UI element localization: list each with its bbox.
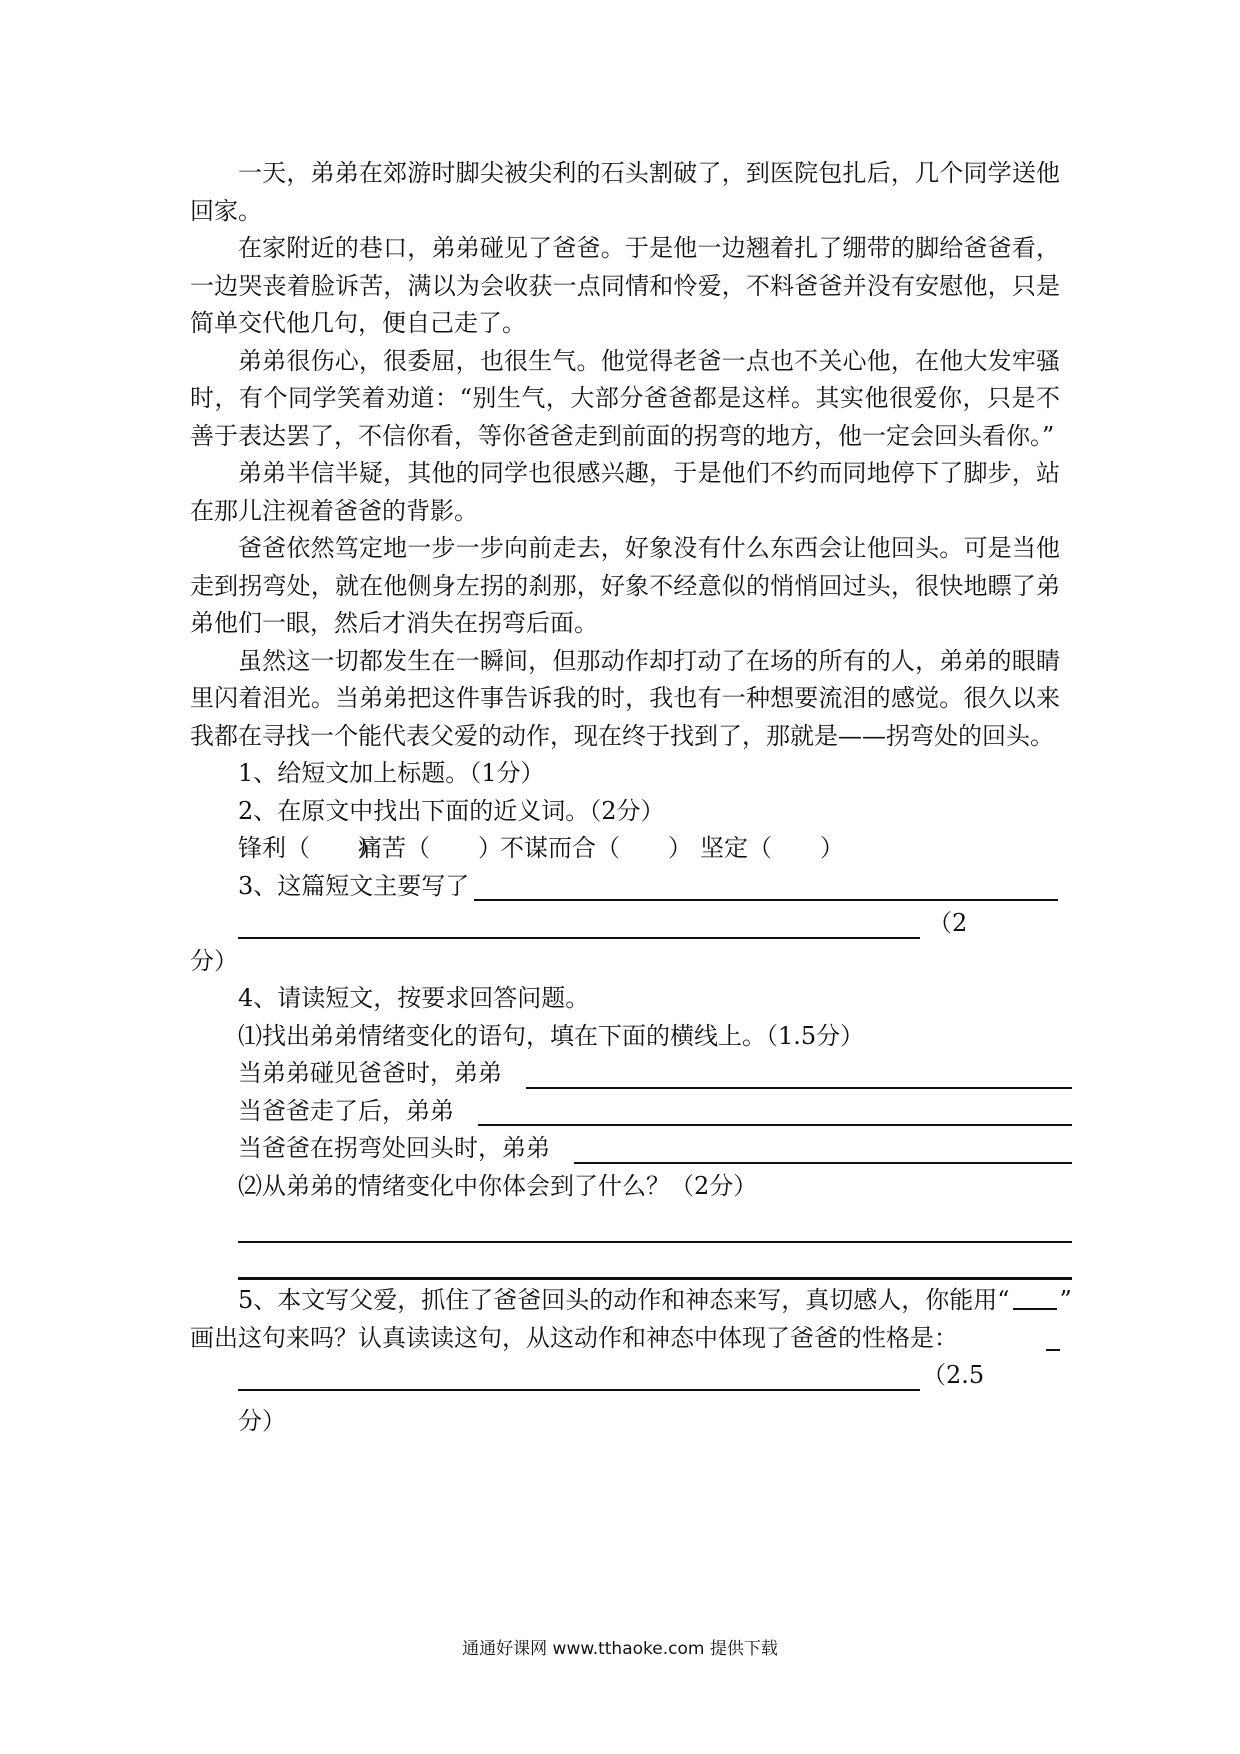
question-5-score-end: 分） [238,1406,286,1435]
quote-close: ” [1059,1286,1072,1314]
question-4-part-1-b [190,1093,1060,1131]
paragraph-1: 一天，弟弟在郊游时脚尖被尖利的石头割破了，到医院包扎后，几个同学送他回家。 [190,159,1060,225]
download-footer: 通通好课网 www.tthaoke.com 提供下载 [462,1639,778,1659]
answer-line[interactable] [574,1162,1072,1164]
paragraph-4: 弟弟半信半疑，其他的同学也很感兴趣，于是他们不约而同地停下了脚步，站在那儿注视着爸爸的背影。 [190,459,1060,525]
question-3-continued [190,905,1060,943]
question-3-score: （2 [928,909,968,937]
question-2-words [190,830,1060,868]
question-5-text: 画出这句来吗？认真读读这句，从这动作和神态中体现了爸爸的性格是： [190,1323,958,1352]
answer-line[interactable] [474,899,1058,901]
question-5-text: 5、本文写父爱，抓住了爸爸回头的动作和神态来写，真切感人，你能用“ [238,1286,1010,1314]
quote-blank[interactable] [1013,1286,1057,1310]
synonym-item: 不谋而合（ ） [500,834,692,862]
question-5 [190,1282,1072,1320]
question-4-part-1: ⑴找出弟弟情绪变化的语句，填在下面的横线上。（1.5分） [238,1021,865,1050]
question-2: 2、在原文中找出下面的近义词。（2分） [238,796,665,825]
question-3-score-end: 分） [190,946,238,975]
question-4-part-1-a [190,1055,1060,1093]
answer-row [190,1243,1060,1281]
paragraph-2: 在家附近的巷口，弟弟碰见了爸爸。于是他一边翘着扎了绷带的脚给爸爸看，一边哭丧着脸诉苦，满以为会收获一点同情和怜爱，不料爸爸并没有安慰他，只是简单交代他几句，便自己走了。 [190,234,1060,337]
reading-passage [190,155,1072,1440]
question-4-part-1-c [190,1130,1060,1168]
answer-row [190,1205,1060,1243]
question-4-part-2: ⑵从弟弟的情绪变化中你体会到了什么？（2分） [238,1171,758,1200]
answer-line[interactable] [238,1389,920,1391]
synonym-item: 痛苦（ ） [358,834,502,862]
prompt-text: 当爸爸在拐弯处回头时，弟弟 [238,1134,550,1162]
paragraph-3: 弟弟很伤心，很委屈，也很生气。他觉得老爸一点也不关心他，在他大发牢骚时，有个同学笑着劝道：“别生气，大部分爸爸都是这样。其实他很爱你，只是不善于表达罢了，不信你看，等你爸爸走到前面的拐弯的地方，他一定会回头看你。” [190,346,1060,450]
question-1: 1、给短文加上标题。（1分） [238,759,545,787]
answer-line[interactable] [238,1277,1072,1280]
paragraph-6: 虽然这一切都发生在一瞬间，但那动作却打动了在场的所有的人，弟弟的眼睛里闪着泪光。当弟弟把这件事告诉我的时，我也有一种想要流泪的感觉。很久以来我都在寻找一个能代表父爱的动作，现在终于找到了，那就是——拐弯处的回头。 [190,646,1060,750]
prompt-text: 当爸爸走了后，弟弟 [238,1096,454,1125]
question-5-score: （2.5 [922,1361,985,1389]
answer-line[interactable] [526,1087,1072,1089]
question-5-line-2 [190,1320,1060,1358]
synonym-item: 坚定（ ） [700,834,844,862]
question-5-line-3 [190,1357,1060,1395]
question-4: 4、请读短文，按要求回答问题。 [238,984,590,1012]
paragraph-5: 爸爸依然笃定地一步一步向前走去，好象没有什么东西会让他回头。可是当他走到拐弯处，就在他侧身左拐的刹那，好象不经意似的悄悄回过头，很快地瞟了弟弟他们一眼，然后才消失在拐弯后面。 [190,534,1060,637]
answer-line[interactable] [238,937,920,939]
answer-line[interactable] [1046,1349,1060,1351]
synonym-item: 锋利（ ） [238,834,382,862]
question-3-text: 3、这篇短文主要写了 [238,871,470,900]
prompt-text: 当弟弟碰见爸爸时，弟弟 [238,1059,502,1087]
question-3 [190,868,1060,906]
answer-line[interactable] [478,1124,1072,1126]
